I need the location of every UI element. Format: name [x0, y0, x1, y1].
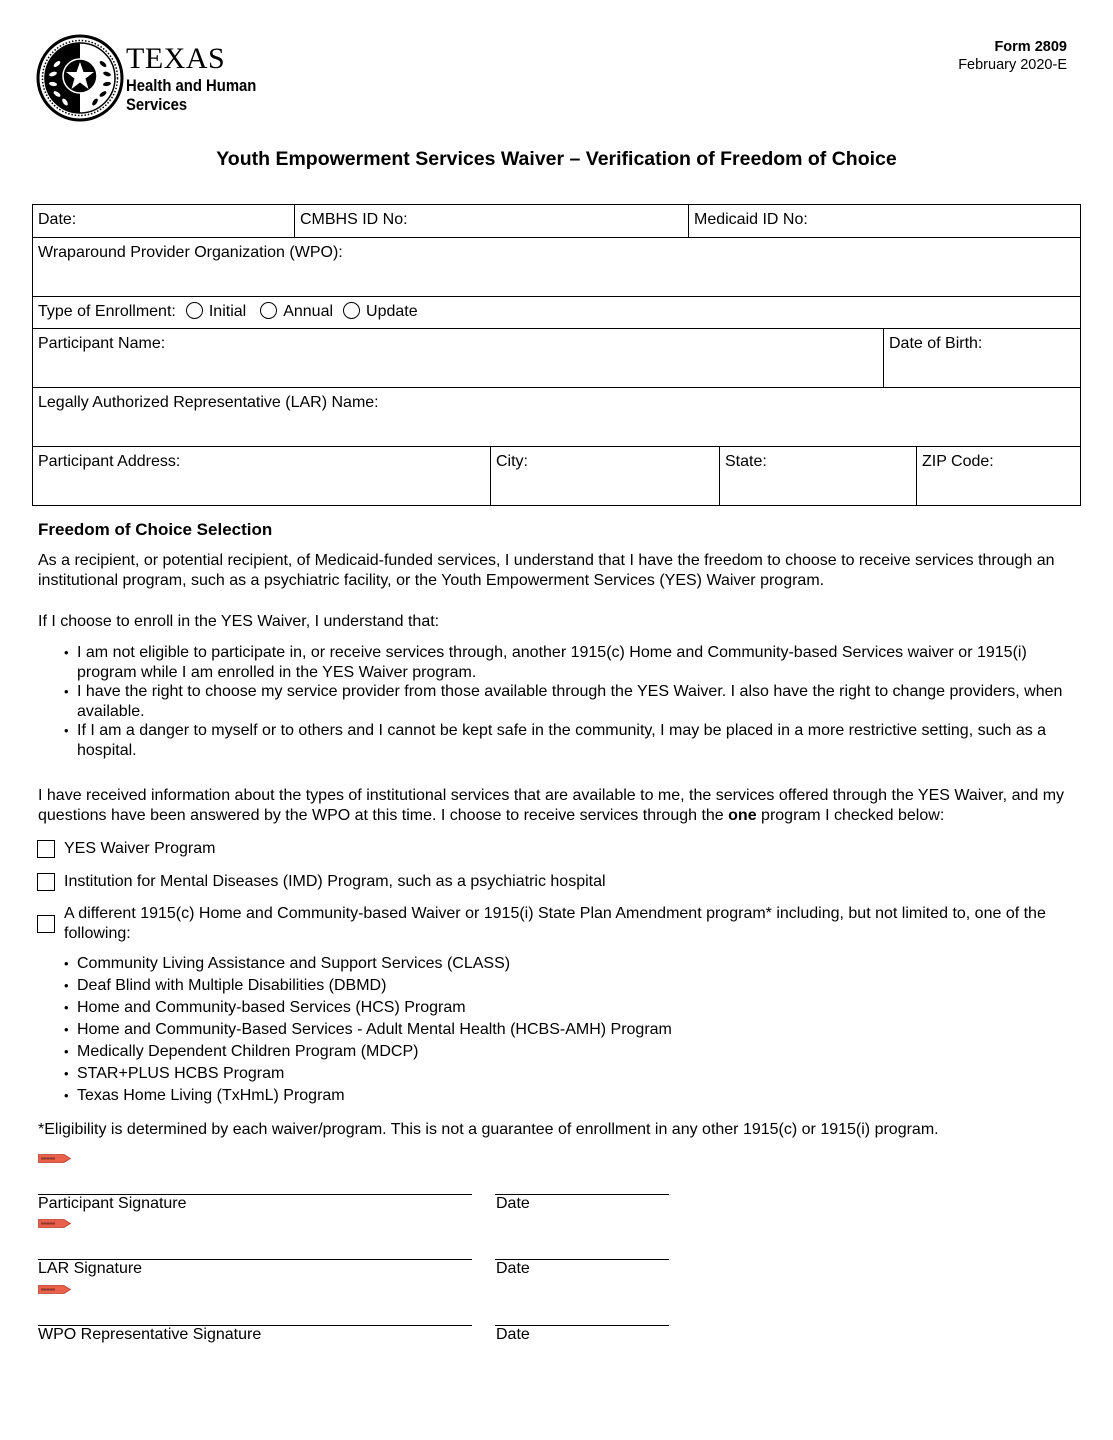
acknowledgement-text: I have received information about the types of institutional services that are available to me, the services offered through the YES Waiver, and my questions have been answered by the WPO at this time. I choose to receive services through the	[38, 787, 1065, 824]
agency-name-line3: Services	[126, 96, 188, 114]
lar-name-field[interactable]	[33, 388, 1081, 447]
form-revision: February 2020-E	[958, 57, 1067, 73]
sign-here-tag-icon[interactable]	[38, 1285, 71, 1294]
checkbox-yes-waiver[interactable]	[37, 840, 55, 858]
list-item: • Medically Dependent Children Program (MDCP)	[64, 1041, 1076, 1063]
radio-annual[interactable]	[260, 302, 277, 319]
date-of-birth-field[interactable]	[884, 329, 1081, 388]
option-other-waiver-label: A different 1915(c) Home and Community-based Waiver or 1915(i) State Plan Amendment program* including, but not limited to, one of the following:	[64, 905, 1046, 942]
city-field[interactable]	[491, 447, 720, 506]
checkbox-other-waiver[interactable]	[37, 915, 55, 933]
participant-date-label: Date	[496, 1195, 530, 1212]
date-label: Date:	[38, 211, 77, 228]
state-field[interactable]	[720, 447, 917, 506]
list-item: • If I am a danger to myself or to others and I cannot be kept safe in the community, I may be placed in a more restrictive setting, such as a hospital.	[64, 721, 1076, 760]
agency-name-texas: TEXAS	[126, 42, 226, 75]
list-item: • STAR+PLUS HCBS Program	[64, 1063, 1076, 1085]
section-heading: Freedom of Choice Selection	[38, 520, 273, 539]
acknowledgement-emphasis: one	[728, 807, 757, 824]
agency-wordmark	[126, 44, 271, 115]
option-yes-waiver-label: YES Waiver Program	[64, 840, 216, 857]
acknowledgement-paragraph	[38, 786, 1078, 826]
sign-here-tag-icon[interactable]	[38, 1219, 71, 1228]
enrollment-type-row	[33, 297, 1081, 329]
radio-annual-label: Annual	[283, 303, 334, 320]
understandings-list	[64, 643, 1076, 760]
acknowledgement-text-end: program I checked below:	[756, 807, 945, 824]
list-item: • Texas Home Living (TxHmL) Program	[64, 1085, 1076, 1107]
participant-name-field[interactable]	[33, 329, 884, 388]
medicaid-id-field[interactable]	[689, 205, 1081, 238]
page-title: Youth Empowerment Services Waiver – Verification of Freedom of Choice	[216, 148, 897, 170]
date-of-birth-label: Date of Birth:	[889, 335, 983, 352]
city-label: City:	[496, 453, 528, 470]
intro-paragraph: As a recipient, or potential recipient, of Medicaid-funded services, I understand that I have the freedom to choose to receive services through an institutional program, such as a psychiatric facility, or the Youth Empowerment Services (YES) Waiver program.	[38, 552, 1055, 589]
program-list	[64, 953, 1076, 1107]
list-item: • Home and Community-based Services (HCS) Program	[64, 997, 1076, 1019]
agency-name-hhs	[126, 77, 256, 115]
sign-here-tag-icon[interactable]	[38, 1154, 71, 1163]
enrollment-type-label: Type of Enrollment:	[38, 303, 176, 320]
radio-initial-label: Initial	[208, 303, 247, 320]
participant-address-field[interactable]	[33, 447, 491, 506]
participant-address-label: Participant Address:	[38, 453, 181, 470]
participant-info-form	[32, 204, 1081, 506]
lar-date-label: Date	[496, 1260, 530, 1277]
zip-code-field[interactable]	[917, 447, 1081, 506]
radio-update[interactable]	[343, 302, 360, 319]
date-field[interactable]	[33, 205, 295, 238]
checkbox-imd-program[interactable]	[37, 873, 55, 891]
state-label: State:	[725, 453, 767, 470]
participant-signature-label: Participant Signature	[38, 1195, 187, 1212]
form-identifier	[958, 38, 1067, 74]
texas-seal-icon	[35, 34, 125, 122]
wpo-label: Wraparound Provider Organization (WPO):	[38, 244, 343, 261]
cmbhs-id-label: CMBHS ID No:	[300, 211, 408, 228]
list-item: • Deaf Blind with Multiple Disabilities (DBMD)	[64, 975, 1076, 997]
medicaid-id-label: Medicaid ID No:	[694, 211, 808, 228]
wpo-date-label: Date	[496, 1326, 530, 1343]
lar-name-label: Legally Authorized Representative (LAR) Name:	[38, 394, 379, 411]
list-item: • Home and Community-Based Services - Adult Mental Health (HCBS-AMH) Program	[64, 1019, 1076, 1041]
cmbhs-id-field[interactable]	[295, 205, 689, 238]
option-imd-program-label: Institution for Mental Diseases (IMD) Program, such as a psychiatric hospital	[64, 873, 606, 890]
if-enroll-paragraph: If I choose to enroll in the YES Waiver, I understand that:	[38, 613, 440, 630]
form-number: Form 2809	[994, 39, 1067, 55]
wpo-signature-label: WPO Representative Signature	[38, 1326, 262, 1343]
participant-name-label: Participant Name:	[38, 335, 166, 352]
agency-name-line2: Health and Human	[126, 77, 257, 95]
list-item: • I am not eligible to participate in, or receive services through, another 1915(c) Home and Community-based Services waiver or 1915(i) program while I am enrolled in the YES Waiver program.	[64, 643, 1076, 682]
radio-update-label: Update	[366, 303, 418, 320]
list-item: • I have the right to choose my service provider from those available through the YES Waiver. I also have the right to change providers, when available.	[64, 682, 1076, 721]
wpo-field[interactable]	[33, 238, 1081, 297]
eligibility-footnote: *Eligibility is determined by each waiver/program. This is not a guarantee of enrollment in any other 1915(c) or 1915(i) program.	[38, 1121, 939, 1138]
lar-signature-label: LAR Signature	[38, 1260, 143, 1277]
radio-initial[interactable]	[186, 302, 203, 319]
zip-code-label: ZIP Code:	[922, 453, 994, 470]
list-item: • Community Living Assistance and Support Services (CLASS)	[64, 953, 1076, 975]
